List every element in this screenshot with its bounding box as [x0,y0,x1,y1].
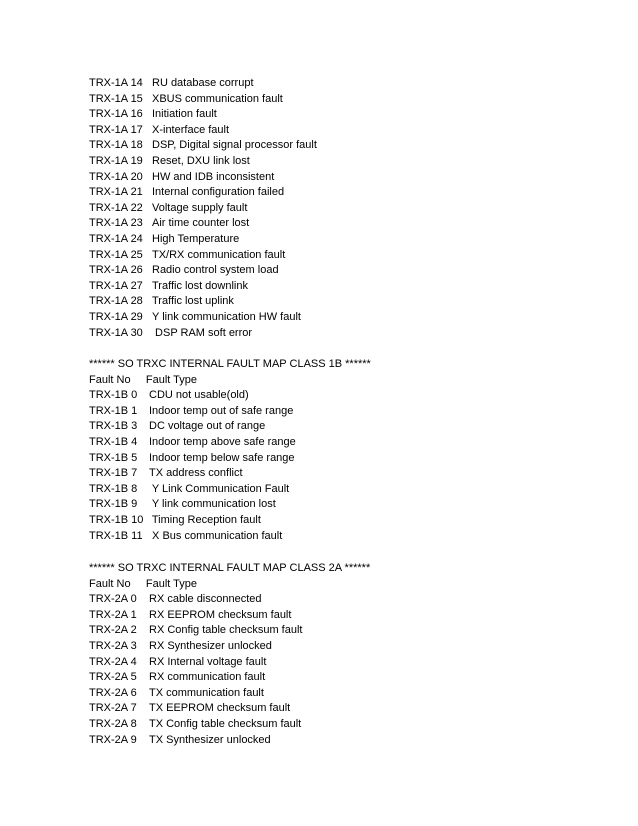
fault-description: Indoor temp above safe range [149,435,296,448]
fault-code: TRX-1A 26 [89,264,143,277]
fault-description: TX EEPROM checksum fault [149,702,291,715]
fault-description: X Bus communication fault [149,529,283,542]
fault-code: TRX-2A 4 [89,655,137,668]
fault-description: RX communication fault [149,671,266,684]
fault-rows [89,592,370,748]
fault-code: TRX-1B 10 [89,513,144,526]
fault-description: Internal configuration failed [152,186,285,199]
fault-description: DSP RAM soft error [152,326,253,339]
fault-row [89,435,371,451]
fault-description: XBUS communication fault [152,92,283,105]
fault-row [89,701,370,717]
fault-code: TRX-1B 1 [89,404,138,417]
fault-description: TX/RX communication fault [152,248,286,261]
fault-row [89,451,371,467]
fault-type-header: Fault Type [145,577,198,590]
fault-description: RU database corrupt [152,77,254,89]
fault-row [89,497,371,513]
fault-map-class-1b [89,357,371,544]
fault-row [89,733,370,749]
fault-description: X-interface fault [152,123,230,136]
fault-description: CDU not usable(old) [149,389,249,402]
fault-code: TRX-1B 3 [89,420,138,433]
fault-description: Radio control system load [152,264,279,277]
fault-rows [89,388,371,544]
fault-code: TRX-1A 15 [89,92,143,105]
fault-description: Initiation fault [152,108,217,121]
fault-description: Y link communication lost [149,498,276,511]
fault-row [89,279,317,295]
fault-row [89,201,317,217]
fault-row [89,670,370,686]
fault-row [89,216,317,232]
fault-description: RX Synthesizer unlocked [149,639,272,652]
fault-no-header: Fault No [89,373,131,386]
fault-code: TRX-2A 2 [89,624,137,637]
fault-code: TRX-2A 6 [89,686,137,699]
fault-code: TRX-1A 30 [89,326,143,339]
fault-row [89,310,317,326]
fault-description: HW and IDB inconsistent [152,170,275,183]
fault-description: DSP, Digital signal processor fault [152,139,317,152]
fault-code: TRX-1A 23 [89,217,143,230]
fault-description: RX Internal voltage fault [149,655,267,668]
fault-code: TRX-1A 19 [89,154,143,167]
fault-description: TX address conflict [149,467,243,480]
fault-code: TRX-1A 18 [89,139,143,152]
fault-code: TRX-2A 1 [89,608,137,621]
fault-description: RX EEPROM checksum fault [149,608,292,621]
fault-row [89,388,371,404]
fault-description: Y link communication HW fault [152,310,301,323]
fault-row [89,482,371,498]
fault-row [89,404,371,420]
fault-code: TRX-2A 9 [89,733,137,746]
fault-row [89,717,370,733]
section-header: ****** SO TRXC INTERNAL FAULT MAP CLASS 1B ****** [89,358,371,370]
fault-description: High Temperature [152,232,240,245]
fault-row [89,185,317,201]
fault-code: TRX-1B 5 [89,451,138,464]
fault-row [89,608,370,624]
fault-row [89,513,371,529]
fault-code: TRX-1B 9 [89,498,138,511]
fault-row [89,294,317,310]
fault-row [89,123,317,139]
fault-code: TRX-2A 0 [89,593,137,606]
fault-description: Air time counter lost [152,217,250,230]
column-header-row [89,373,371,389]
fault-row [89,170,317,186]
fault-row [89,263,317,279]
fault-code: TRX-1A 17 [89,123,143,136]
fault-no-header: Fault No [89,577,131,590]
fault-row [89,623,370,639]
fault-code: TRX-1B 7 [89,467,138,480]
fault-description: Timing Reception fault [149,513,261,526]
fault-row [89,154,317,170]
fault-row [89,138,317,154]
fault-code: TRX-1A 29 [89,310,143,323]
fault-row [89,326,317,342]
fault-description: Traffic lost downlink [152,279,248,292]
fault-code: TRX-1B 4 [89,435,138,448]
fault-row [89,419,371,435]
fault-code: TRX-1A 28 [89,295,143,308]
fault-code: TRX-1A 16 [89,108,143,121]
fault-code: TRX-1B 0 [89,389,138,402]
fault-code: TRX-2A 5 [89,671,137,684]
fault-code: TRX-2A 3 [89,639,137,652]
column-header-row [89,577,370,593]
fault-description: DC voltage out of range [149,420,266,433]
fault-type-header: Fault Type [145,373,198,386]
fault-row [89,107,317,123]
section-header: ****** SO TRXC INTERNAL FAULT MAP CLASS 2A ****** [89,562,371,574]
fault-code: TRX-1A 25 [89,248,143,261]
fault-code: TRX-1A 24 [89,232,143,245]
fault-row [89,232,317,248]
fault-description: Indoor temp out of safe range [149,404,294,417]
fault-code: TRX-1B 8 [89,482,138,495]
fault-code: TRX-1A 27 [89,279,143,292]
fault-description: Voltage supply fault [152,201,248,214]
fault-description: Y Link Communication Fault [149,482,290,495]
fault-map-class-2a [89,561,370,748]
fault-code: TRX-2A 7 [89,702,137,715]
fault-row [89,592,370,608]
fault-row [89,529,371,545]
fault-map-class-1a [89,76,317,341]
fault-description: Traffic lost uplink [152,295,234,308]
fault-row [89,466,371,482]
fault-code: TRX-1A 21 [89,186,143,199]
fault-row [89,639,370,655]
fault-description: TX Config table checksum fault [149,717,302,730]
fault-description: TX communication fault [149,686,264,699]
fault-code: TRX-1B 11 [89,529,143,542]
fault-code: TRX-2A 8 [89,717,137,730]
fault-description: RX Config table checksum fault [149,624,303,637]
fault-description: Indoor temp below safe range [149,451,295,464]
fault-row [89,92,317,108]
fault-row [89,686,370,702]
fault-code: TRX-1A 20 [89,170,143,183]
fault-row [89,655,370,671]
fault-row [89,248,317,264]
fault-description: Reset, DXU link lost [152,154,250,167]
fault-code: TRX-1A 14 [89,77,143,89]
fault-description: TX Synthesizer unlocked [149,733,271,746]
fault-description: RX cable disconnected [149,593,262,606]
fault-row [89,76,317,92]
fault-code: TRX-1A 22 [89,201,143,214]
